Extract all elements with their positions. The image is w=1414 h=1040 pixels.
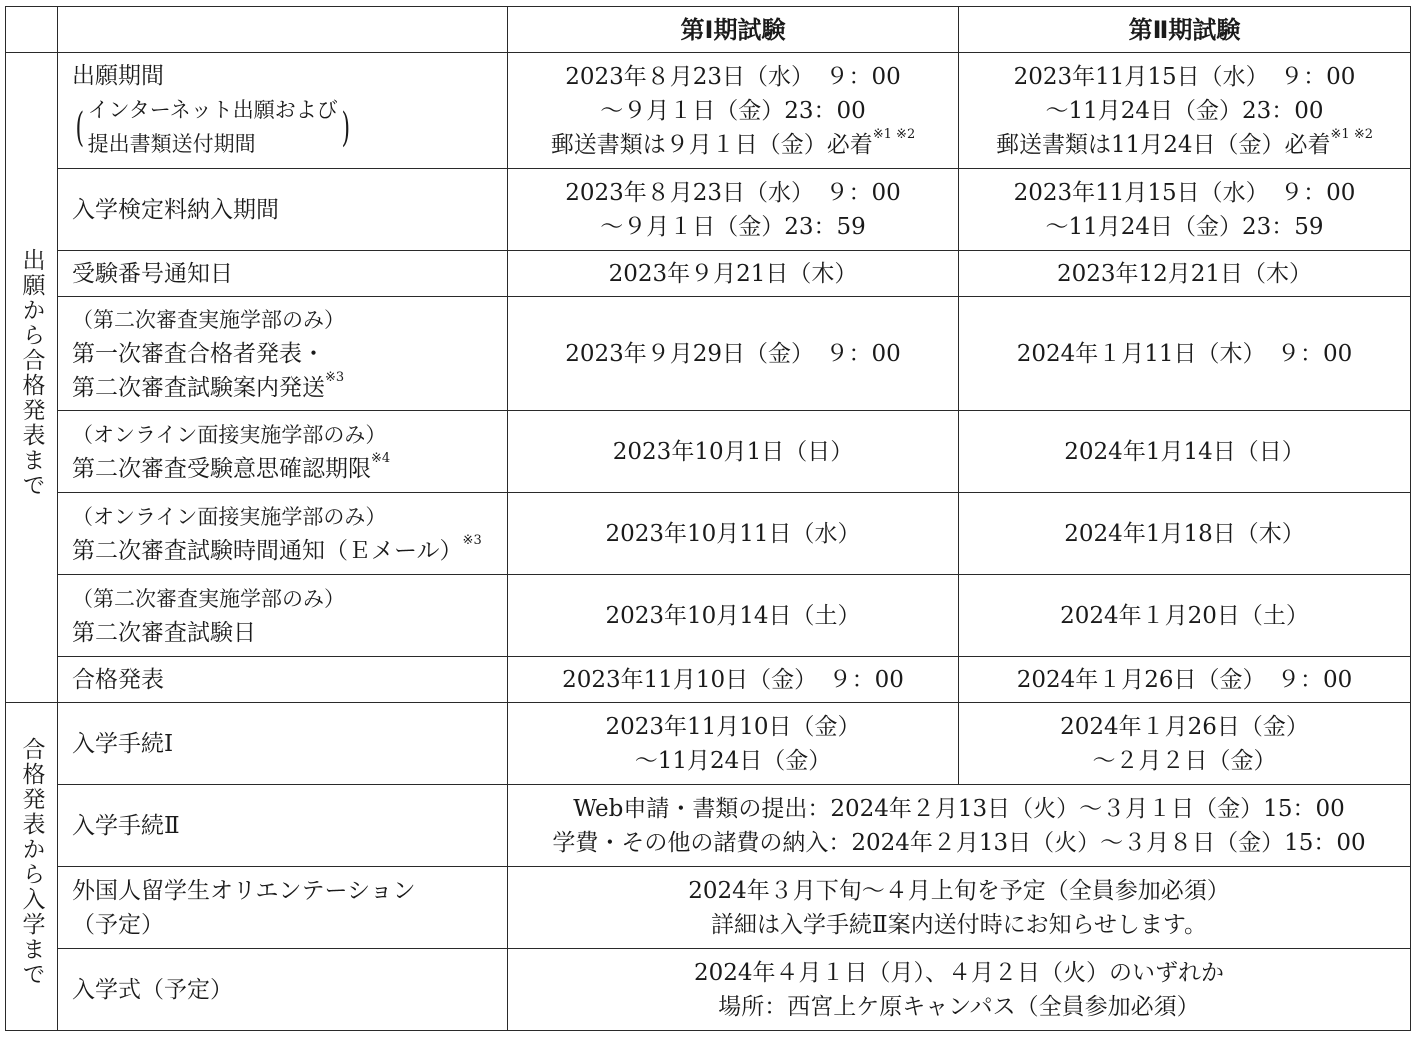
section-result-to-enrollment <box>6 703 58 1031</box>
cell-phase1: 2023年９月21日（木） <box>508 251 959 297</box>
cell-phase1: 2023年10月1日（日） <box>508 411 959 493</box>
table-row <box>6 53 1411 169</box>
table-row <box>6 251 1411 297</box>
cell-both-phases: 2024年３月下旬～４月上旬を予定（全員参加必須） 詳細は入学手続Ⅱ案内送付時にお知らせします。 <box>508 867 1411 949</box>
footnote-mark: ※4 <box>371 450 391 466</box>
table-row <box>6 949 1411 1031</box>
table-row <box>6 169 1411 251</box>
row-label: （第二次審査実施学部のみ） 第一次審査合格者発表・ 第二次審査試験案内発送$^{※3}$ <box>58 297 508 411</box>
table-row <box>6 867 1411 949</box>
row-label: 合格発表 <box>58 657 508 703</box>
cell-phase1: 2023年10月14日（土） <box>508 575 959 657</box>
cell-phase1: 2023年10月11日（水） <box>508 493 959 575</box>
cell-both-phases: 2024年４月１日（月）、４月２日（火）のいずれか 場所：西宮上ケ原キャンパス（全員参加必須） <box>508 949 1411 1031</box>
section-label: 合格発表から入学まで <box>18 736 45 987</box>
section-application-to-result <box>6 53 58 703</box>
header-phase2: 第Ⅱ期試験 <box>959 7 1411 53</box>
label-header-cell <box>58 7 508 53</box>
row-label: （第二次審査実施学部のみ） 第二次審査試験日 <box>58 575 508 657</box>
section-label: 出願から合格発表まで <box>18 247 45 498</box>
footnote-mark: ※3 <box>462 532 482 548</box>
table-row <box>6 493 1411 575</box>
row-label: 外国人留学生オリエンテーション （予定） <box>58 867 508 949</box>
corner-cell <box>6 7 58 53</box>
cell-phase2: 2024年１月26日（金） ～２月２日（金） <box>959 703 1411 785</box>
cell-phase2: 2023年11月15日（水） ９：00 ～11月24日（金）23：00 郵送書類は11月24日（金）必着$^{※1 ※2}$ <box>959 53 1411 169</box>
footnote-mark: ※1 ※2 <box>1330 126 1373 142</box>
cell-phase2: 2024年1月18日（木） <box>959 493 1411 575</box>
row-label: （オンライン面接実施学部のみ） 第二次審査受験意思確認期限$^{※4}$ <box>58 411 508 493</box>
table-row <box>6 703 1411 785</box>
paren-note: ( インターネット出願および 提出書類送付期間 ) <box>75 97 350 156</box>
cell-phase2: 2024年１月11日（木） ９：00 <box>959 297 1411 411</box>
row-label: 受験番号通知日 <box>58 251 508 297</box>
table-row <box>6 657 1411 703</box>
row-label: 出願期間 ( インターネット出願および 提出書類送付期間 ) <box>58 53 508 169</box>
cell-phase2: 2024年１月20日（土） <box>959 575 1411 657</box>
cell-phase2: 2023年11月15日（水） ９：00 ～11月24日（金）23：59 <box>959 169 1411 251</box>
schedule-table <box>5 6 1411 1031</box>
cell-phase1: 2023年11月10日（金） ９：00 <box>508 657 959 703</box>
row-label: （オンライン面接実施学部のみ） 第二次審査試験時間通知（Ｅメール）$^{※3}$ <box>58 493 508 575</box>
table-row <box>6 785 1411 867</box>
row-label: 入学式（予定） <box>58 949 508 1031</box>
cell-phase1: 2023年９月29日（金） ９：00 <box>508 297 959 411</box>
cell-phase1: 2023年８月23日（水） ９：00 ～９月１日（金）23：59 <box>508 169 959 251</box>
row-label: 入学手続Ⅱ <box>58 785 508 867</box>
header-row <box>6 7 1411 53</box>
footnote-mark: ※1 ※2 <box>872 126 916 142</box>
table-row <box>6 411 1411 493</box>
header-phase1: 第Ⅰ期試験 <box>508 7 959 53</box>
table-row <box>6 575 1411 657</box>
cell-phase1: 2023年11月10日（金） ～11月24日（金） <box>508 703 959 785</box>
table-row <box>6 297 1411 411</box>
row-label: 入学検定料納入期間 <box>58 169 508 251</box>
row-label: 入学手続Ⅰ <box>58 703 508 785</box>
cell-phase2: 2024年1月14日（日） <box>959 411 1411 493</box>
cell-phase2: 2023年12月21日（木） <box>959 251 1411 297</box>
cell-both-phases: Web申請・書類の提出：2024年２月13日（火）～３月１日（金）15：00 学費・その他の諸費の納入：2024年２月13日（火）～３月８日（金）15：00 <box>508 785 1411 867</box>
cell-phase2: 2024年１月26日（金） ９：00 <box>959 657 1411 703</box>
cell-phase1: 2023年８月23日（水） ９：00 ～９月１日（金）23：00 郵送書類は９月１日（金）必着$^{※1 ※2}$ <box>508 53 959 169</box>
footnote-mark: ※3 <box>325 369 345 385</box>
